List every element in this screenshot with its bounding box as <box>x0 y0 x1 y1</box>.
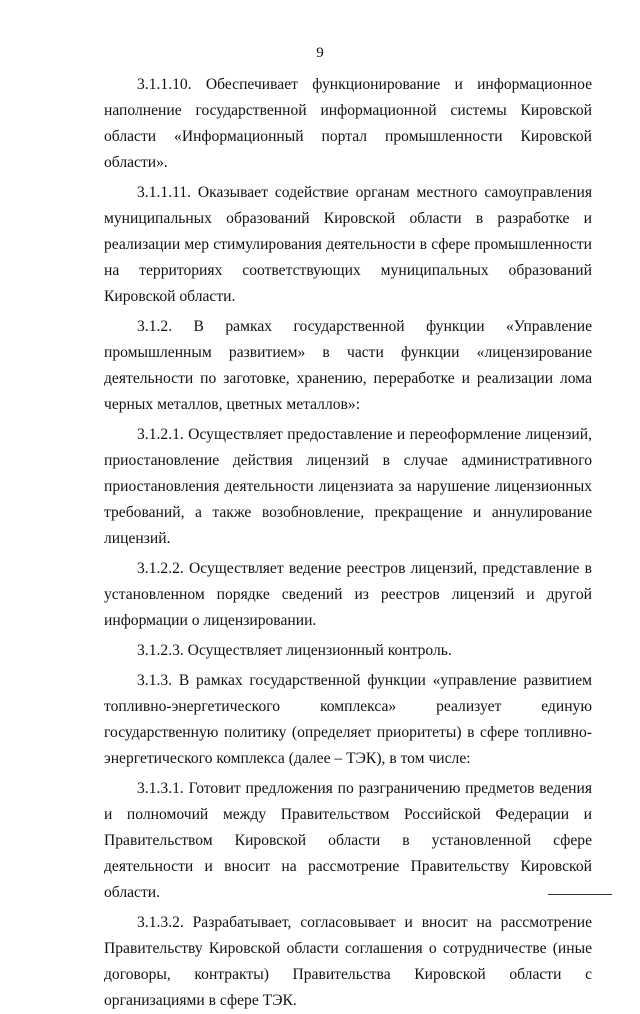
paragraph-3-1-3: 3.1.3. В рамках государственной функции «управление развитием топливно-энергетического комплекса» реализует единую государственную политику (определяет приоритеты) в сфере топливно-энергетического комплекса (далее – ТЭК), в том числе: <box>104 672 592 767</box>
paragraph-3-1-1-11: 3.1.1.11. Оказывает содействие органам местного самоуправления муниципальных образований Кировской области в разработке и реализации мер стимулирования деятельности в сфере промышленности на территориях соответствующих муниципальных образований Кировской области. <box>104 184 592 305</box>
paragraph-3-1-2-2: 3.1.2.2. Осуществляет ведение реестров лицензий, представление в установленном порядке сведений из реестров лицензий и другой информации о лицензировании. <box>104 560 592 629</box>
scan-artifact-line <box>548 894 612 895</box>
paragraph-3-1-1-10: 3.1.1.10. Обеспечивает функционирование и информационное наполнение государственной информационной системы Кировской области «Информационный портал промышленности Кировской области». <box>104 76 592 171</box>
paragraph-3-1-3-1: 3.1.3.1. Готовит предложения по разграничению предметов ведения и полномочий между Правительством Российской Федерации и Правительством Кировской области в установленной сфере деятельности и вносит на рассмотрение Правительству Кировской области. <box>104 780 592 901</box>
paragraph-3-1-2: 3.1.2. В рамках государственной функции «Управление промышленным развитием» в части функции «лицензирование деятельности по заготовке, хранению, переработке и реализации лома черных металлов, цветных металлов»: <box>104 318 592 413</box>
paragraph-3-1-2-3: 3.1.2.3. Осуществляет лицензионный контроль. <box>137 642 452 659</box>
page-number: 9 <box>316 45 324 61</box>
paragraph-3-1-3-2: 3.1.3.2. Разрабатывает, согласовывает и вносит на рассмотрение Правительству Кировской области соглашения о сотрудничестве (иные договоры, контракты) Правительства Кировской области с организациями в сфере ТЭК. <box>104 914 592 1009</box>
document-body <box>104 72 592 1014</box>
paragraph-3-1-2-1: 3.1.2.1. Осуществляет предоставление и переоформление лицензий, приостановление действия лицензий в случае административного приостановления деятельности лицензиата за нарушение лицензионных требований, а также возобновление, прекращение и аннулирование лицензий. <box>104 426 592 547</box>
